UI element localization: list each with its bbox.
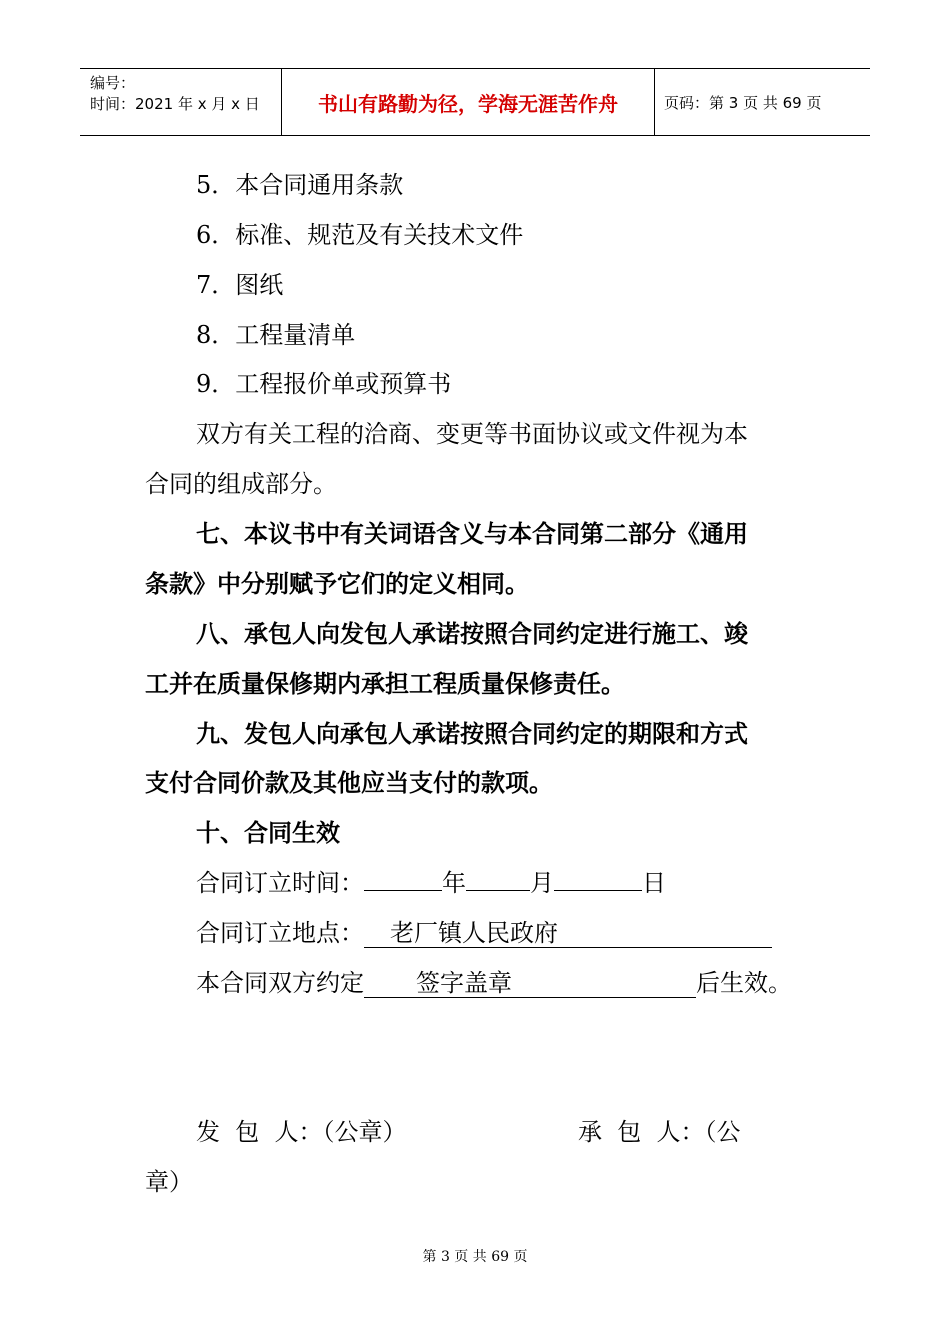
page-footer: 第 3 页 共 69 页 <box>422 1249 528 1265</box>
effect-value: 签字盖章 <box>364 969 696 998</box>
month-label: 月 <box>530 869 554 897</box>
effect-prefix: 本合同双方约定 <box>196 969 364 997</box>
header-motto: 书山有路勤为径，学海无涯苦作舟 <box>318 91 618 116</box>
header-meta <box>90 73 280 115</box>
clause-10-heading: 十、合同生效 <box>196 819 340 847</box>
sign-time-line <box>196 868 846 898</box>
clause-9-line1: 九、发包人向承包人承诺按照合同约定的期限和方式 <box>196 720 748 748</box>
day-label: 日 <box>642 869 666 897</box>
clause-8-line2: 工并在质量保修期内承担工程质量保修责任。 <box>145 670 625 698</box>
year-label: 年 <box>442 869 466 897</box>
header-time: 时间：2021 年 x 月 x 日 <box>90 95 260 113</box>
header-page-number: 页码：第 3 页 共 69 页 <box>664 93 822 112</box>
clause-9-line2: 支付合同价款及其他应当支付的款项。 <box>145 769 553 797</box>
list-item-7: 7．图纸 <box>196 271 284 299</box>
list-item-9: 9．工程报价单或预算书 <box>196 370 452 398</box>
effect-line <box>196 968 846 998</box>
month-blank <box>466 890 530 891</box>
day-blank <box>554 890 642 891</box>
page-header <box>80 68 870 136</box>
header-number: 编号： <box>90 74 136 92</box>
header-divider <box>654 69 655 135</box>
year-blank <box>364 890 442 891</box>
list-item-5: 5．本合同通用条款 <box>196 171 404 199</box>
party-b-continued: 章） <box>145 1168 193 1196</box>
sign-place-line <box>196 918 846 948</box>
list-item-6: 6．标准、规范及有关技术文件 <box>196 221 524 249</box>
paragraph-docs-line1: 双方有关工程的洽商、变更等书面协议或文件视为本 <box>196 420 748 448</box>
sign-time-label: 合同订立时间： <box>196 869 364 897</box>
list-item-8: 8．工程量清单 <box>196 321 356 349</box>
paragraph-docs-line2: 合同的组成部分。 <box>145 470 337 498</box>
clause-8-line1: 八、承包人向发包人承诺按照合同约定进行施工、竣 <box>196 620 748 648</box>
sign-place-label: 合同订立地点： <box>196 919 364 947</box>
effect-suffix: 后生效。 <box>696 969 792 997</box>
clause-7-line2: 条款》中分别赋予它们的定义相同。 <box>145 570 529 598</box>
party-a-label: 发 包 人：（公章） <box>196 1118 407 1146</box>
clause-7-line1: 七、本议书中有关词语含义与本合同第二部分《通用 <box>196 520 748 548</box>
sign-place-value: 老厂镇人民政府 <box>364 919 772 948</box>
party-b-label: 承 包 人：（公 <box>578 1118 741 1146</box>
